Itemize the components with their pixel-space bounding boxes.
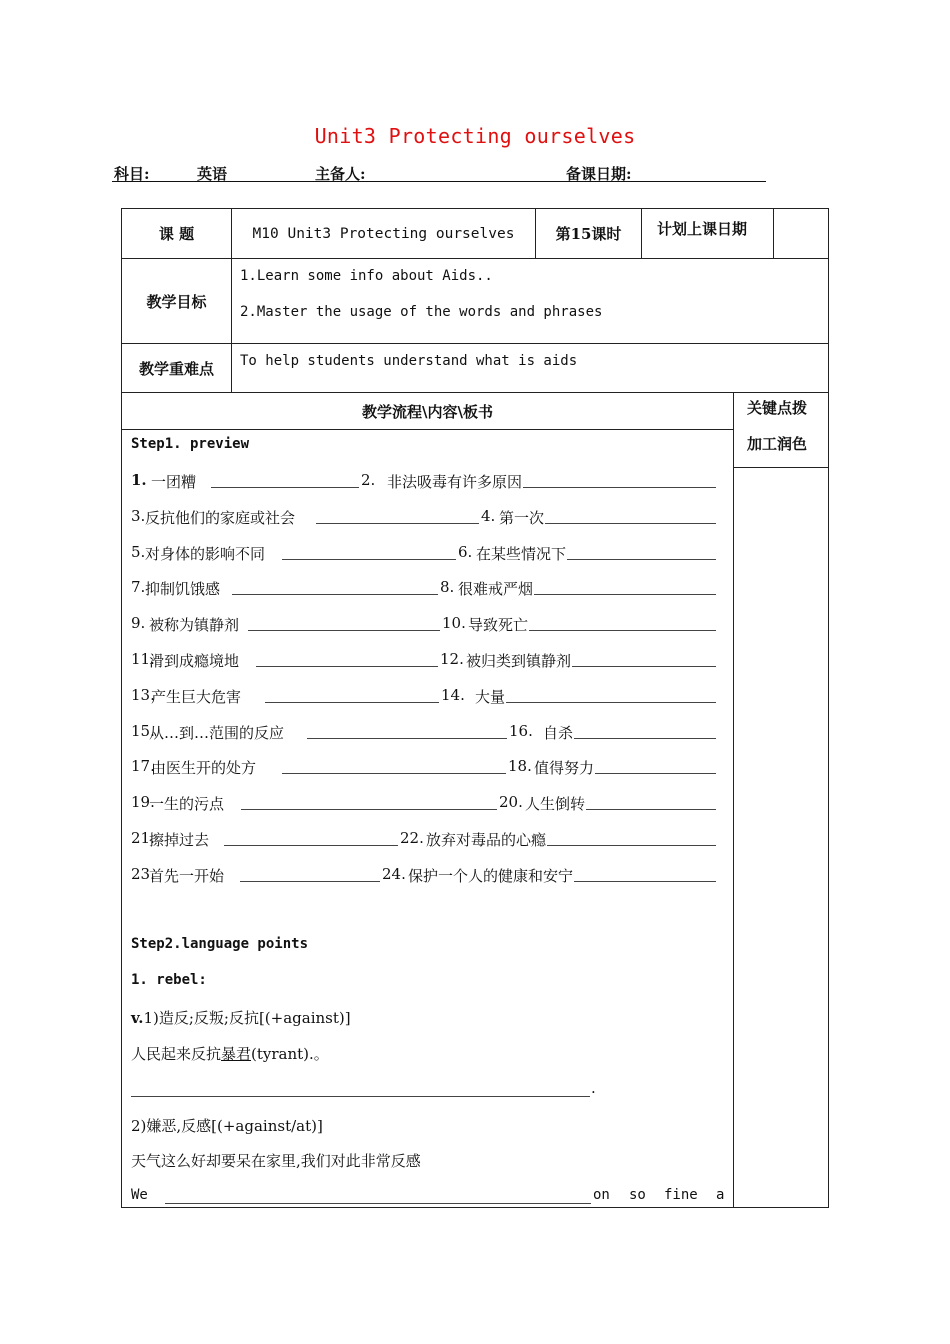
item-number: 19. (131, 793, 155, 812)
item-number: 18. (508, 757, 532, 776)
item-number: 23. (131, 864, 155, 883)
answer-2-word-3: fine (664, 1187, 698, 1203)
sense-1-text: 1)造反;反叛;反抗[(+against)] (143, 1009, 351, 1027)
item-phrase: 放弃对毒品的心瘾 (426, 831, 547, 849)
item-number: 11. (131, 650, 155, 668)
answer-2-word-2: so (629, 1187, 646, 1203)
side-header-2: 加工润色 (747, 435, 808, 453)
answer-blank[interactable] (567, 543, 716, 560)
answer-2-word-4: a (716, 1187, 725, 1203)
answer-blank[interactable] (224, 829, 398, 846)
item-number: 4. (481, 506, 496, 525)
item-phrase: 大量 (475, 687, 506, 706)
answer-blank-2[interactable] (165, 1187, 591, 1204)
item-phrase: 产生巨大危害 (151, 687, 242, 706)
answer-blank[interactable] (506, 686, 716, 703)
answer-blank[interactable] (586, 793, 716, 810)
example-1-post: (tyrant).。 (251, 1045, 329, 1063)
item-number: 22. (400, 829, 424, 847)
step1-title: Step1. preview (131, 436, 250, 452)
answer-blank[interactable] (232, 578, 438, 595)
item-number: 8. (440, 578, 455, 597)
sense-2-text: 2)嫌恶,反感[(+against/at)] (131, 1117, 323, 1135)
answer-blank[interactable] (574, 865, 716, 882)
item-phrase: 非法吸毒有许多原因 (387, 473, 523, 491)
example-1 (131, 1043, 329, 1064)
item-number: 24. (382, 864, 406, 883)
item-phrase: 滑到成瘾境地 (149, 652, 240, 670)
topic-label: 课 题 (158, 225, 195, 243)
key-points-value: To help students understand what is aids (240, 353, 578, 369)
answer-blank[interactable] (211, 471, 359, 488)
plan-date-label: 计划上课日期 (657, 220, 748, 238)
item-number: 17. (131, 757, 155, 776)
item-phrase: 很难戒严烟 (458, 580, 534, 599)
item-phrase: 反抗他们的家庭或社会 (145, 508, 296, 527)
document-title: Unit3 Protecting ourselves (314, 124, 636, 148)
item-number: 5. (131, 542, 146, 561)
item-phrase: 一生的污点 (149, 795, 225, 814)
answer-blank[interactable] (241, 793, 497, 810)
item-phrase: 在某些情况下 (476, 544, 567, 563)
item-phrase: 被归类到镇静剂 (466, 652, 572, 670)
item-number: 13. (131, 685, 155, 704)
item-number: 9. (131, 614, 146, 633)
author-label: 主备人: (315, 165, 366, 183)
item-number: 3. (131, 506, 146, 525)
item-number: 14. (441, 685, 465, 704)
answer-1-period: . (591, 1079, 596, 1097)
answer-blank[interactable] (529, 614, 716, 631)
flow-header: 教学流程\内容\板书 (362, 402, 493, 421)
item-number: 2. (361, 471, 376, 489)
verb-label: v. (131, 1009, 144, 1027)
item-phrase: 人生倒转 (525, 795, 586, 814)
item-number: 16. (509, 721, 533, 740)
subject-label: 科目: (114, 165, 150, 183)
item-phrase: 一团糟 (151, 473, 197, 491)
answer-2-word-1: on (593, 1187, 610, 1203)
item-number: 15. (131, 721, 155, 740)
header-underline (112, 181, 766, 182)
item-number: 21. (131, 829, 155, 847)
answer-blank[interactable] (534, 578, 716, 595)
date-label: 备课日期: (566, 165, 632, 183)
example-2: 天气这么好却要呆在家里,我们对此非常反感 (131, 1152, 421, 1170)
item-phrase: 首先一开始 (149, 866, 225, 885)
example-1-pre: 人民起来反抗 (131, 1045, 222, 1063)
answer-blank[interactable] (574, 722, 716, 739)
answer-blank[interactable] (316, 507, 479, 524)
point-1-rebel: 1. rebel: (131, 972, 207, 988)
example-1-underlined: 暴君 (221, 1045, 252, 1063)
item-number: 12. (440, 650, 464, 668)
item-number: 6. (458, 542, 473, 561)
item-phrase: 自杀 (543, 723, 574, 742)
answer-blank[interactable] (282, 757, 506, 774)
answer-blank[interactable] (248, 614, 440, 631)
answer-blank-1[interactable] (131, 1080, 590, 1097)
answer-blank[interactable] (265, 686, 439, 703)
objective-2: 2.Master the usage of the words and phrases (240, 304, 603, 320)
item-phrase: 从…到…范围的反应 (149, 723, 285, 742)
side-header-1: 关键点拨 (747, 399, 808, 417)
lesson-number: 第15课时 (555, 225, 622, 243)
item-number: 1. (131, 471, 147, 489)
item-phrase: 被称为镇静剂 (149, 616, 240, 635)
answer-2-we: We (131, 1187, 148, 1203)
item-number: 20. (499, 793, 523, 812)
item-number: 10. (442, 614, 466, 633)
plan-date-value (774, 209, 828, 258)
answer-blank[interactable] (282, 543, 456, 560)
answer-blank[interactable] (572, 650, 716, 667)
answer-blank[interactable] (240, 865, 380, 882)
answer-blank[interactable] (523, 471, 716, 488)
answer-blank[interactable] (547, 829, 716, 846)
key-points-label: 教学重难点 (138, 359, 214, 378)
item-phrase: 由医生开的处方 (151, 759, 257, 778)
answer-blank[interactable] (307, 722, 507, 739)
objectives-label: 教学目标 (146, 292, 207, 311)
topic-value: M10 Unit3 Protecting ourselves (252, 225, 515, 242)
item-phrase: 导致死亡 (468, 616, 529, 635)
answer-blank[interactable] (595, 757, 716, 774)
objective-1: 1.Learn some info about Aids.. (240, 268, 493, 284)
item-phrase: 对身体的影响不同 (145, 544, 266, 563)
step2-title: Step2.language points (131, 936, 309, 952)
verb-sense-1 (131, 1007, 351, 1028)
item-number: 7. (131, 578, 146, 597)
item-phrase: 擦掉过去 (149, 831, 210, 849)
item-phrase: 保护一个人的健康和安宁 (408, 866, 574, 885)
answer-blank[interactable] (545, 507, 716, 524)
item-phrase: 抑制饥饿感 (145, 580, 221, 599)
subject-value: 英语 (197, 165, 228, 183)
answer-blank[interactable] (256, 650, 438, 667)
item-phrase: 值得努力 (534, 759, 595, 778)
item-phrase: 第一次 (499, 508, 545, 527)
